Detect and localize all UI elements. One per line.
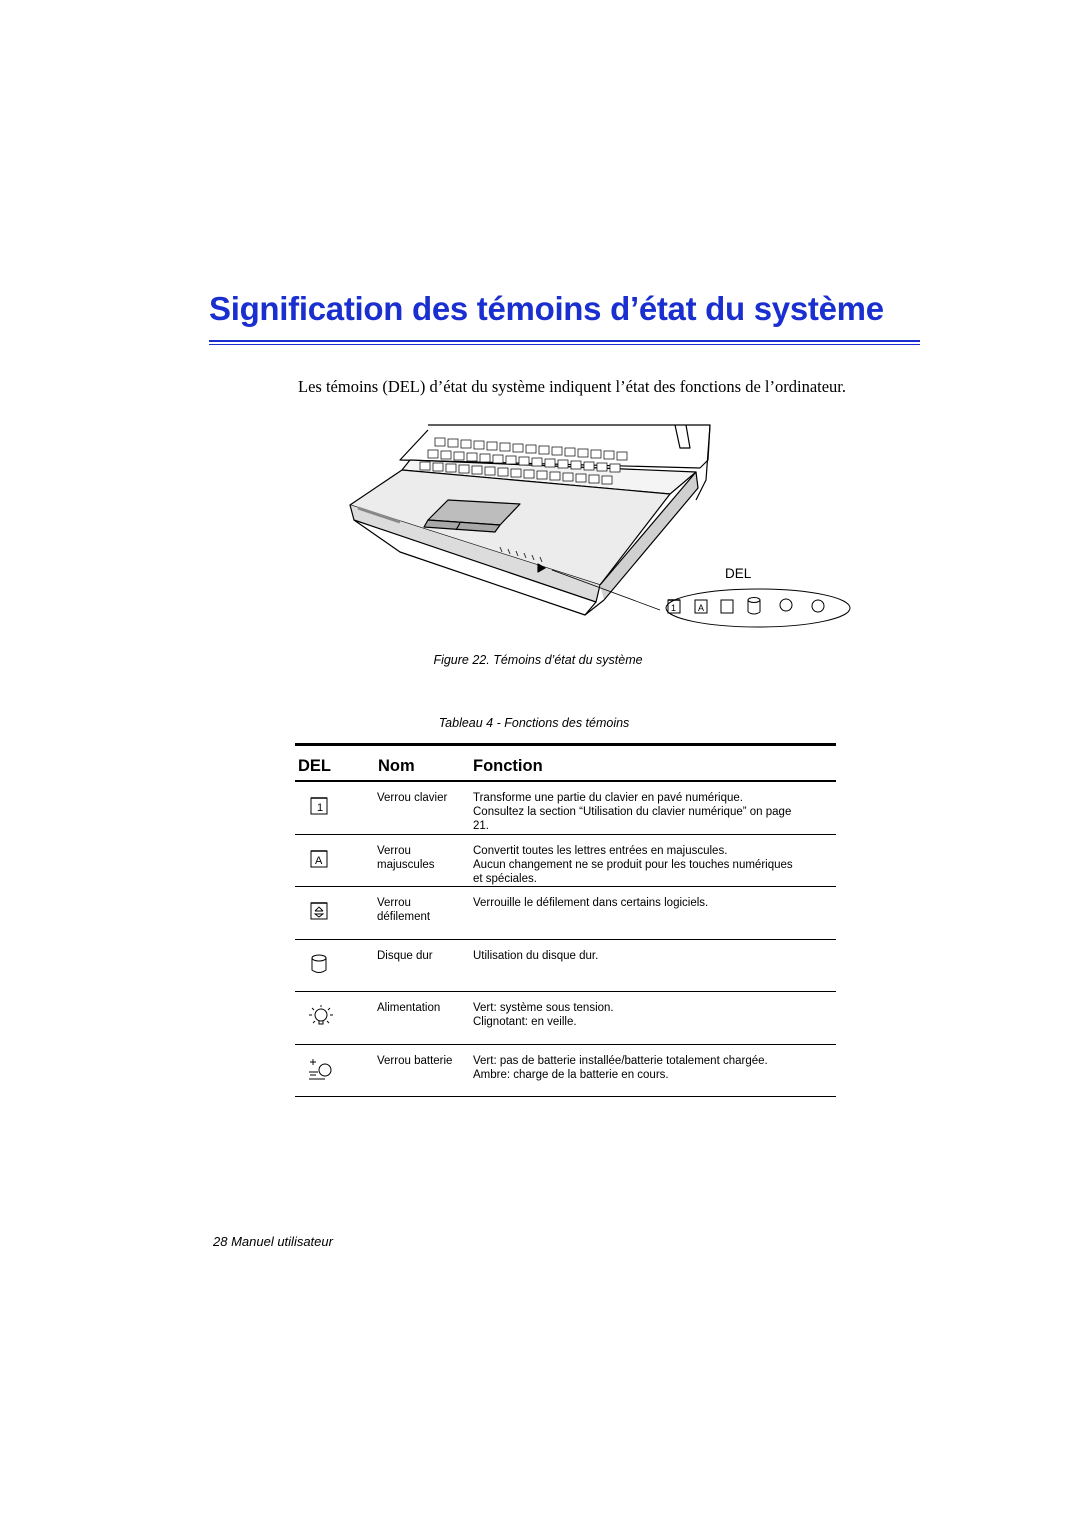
figure-caption: Figure 22. Témoins d’état du système bbox=[433, 653, 643, 667]
row-nom: Alimentation bbox=[377, 1002, 441, 1014]
num-lock-icon bbox=[307, 792, 335, 820]
row-nom: Verrou majuscules bbox=[377, 844, 435, 871]
caps-lock-icon bbox=[307, 845, 335, 873]
table-row bbox=[295, 835, 836, 888]
intro-paragraph: Les témoins (DEL) d’état du système indiquent l’état des fonctions de l’ordinateur. bbox=[298, 377, 847, 396]
row-fonction: Convertit toutes les lettres entrées en majuscules. Aucun changement ne se produit pour les touches numériques et spéciales. bbox=[473, 844, 793, 885]
battery-icon bbox=[307, 1055, 335, 1083]
svg-text:1: 1 bbox=[317, 802, 324, 814]
page-footer: 28 Manuel utilisateur bbox=[213, 1234, 333, 1249]
row-fonction: Transforme une partie du clavier en pavé numérique. Consultez la section “Utilisation du clavier numérique” on page 21. bbox=[473, 792, 792, 832]
del-callout-label: DEL bbox=[725, 566, 752, 581]
title-rule-thick bbox=[209, 340, 920, 342]
table-row bbox=[295, 1045, 836, 1098]
row-fonction: Vert: pas de batterie installée/batterie totalement chargée. Ambre: charge de la batterie en cours. bbox=[473, 1054, 768, 1081]
header-nom: Nom bbox=[378, 757, 415, 775]
svg-text:A: A bbox=[698, 603, 705, 613]
row-fonction: Vert: système sous tension. Clignotant: en veille. bbox=[473, 1002, 614, 1028]
laptop-illustration bbox=[340, 420, 860, 635]
row-fonction: Utilisation du disque dur. bbox=[473, 949, 599, 962]
row-nom: Verrou batterie bbox=[377, 1054, 453, 1067]
table-row bbox=[295, 887, 836, 940]
power-icon bbox=[307, 1002, 335, 1030]
header-del: DEL bbox=[298, 757, 331, 775]
scroll-lock-icon bbox=[307, 897, 335, 925]
row-nom: Verrou clavier bbox=[377, 792, 448, 804]
page-title: Signification des témoins d’état du système bbox=[209, 290, 884, 327]
svg-text:1: 1 bbox=[671, 603, 677, 613]
table-row bbox=[295, 782, 836, 835]
row-nom: Verrou défilement bbox=[377, 897, 431, 923]
led-function-table bbox=[295, 743, 836, 1097]
table-header-row bbox=[295, 746, 836, 780]
row-nom: Disque dur bbox=[377, 949, 433, 962]
table-row bbox=[295, 940, 836, 993]
table-caption: Tableau 4 - Fonctions des témoins bbox=[438, 716, 630, 730]
header-fonction: Fonction bbox=[473, 757, 543, 775]
hard-disk-icon bbox=[307, 950, 335, 978]
title-rule-thin bbox=[209, 344, 920, 345]
table-row bbox=[295, 992, 836, 1045]
row-fonction: Verrouille le défilement dans certains logiciels. bbox=[473, 897, 709, 909]
svg-text:A: A bbox=[315, 854, 323, 867]
